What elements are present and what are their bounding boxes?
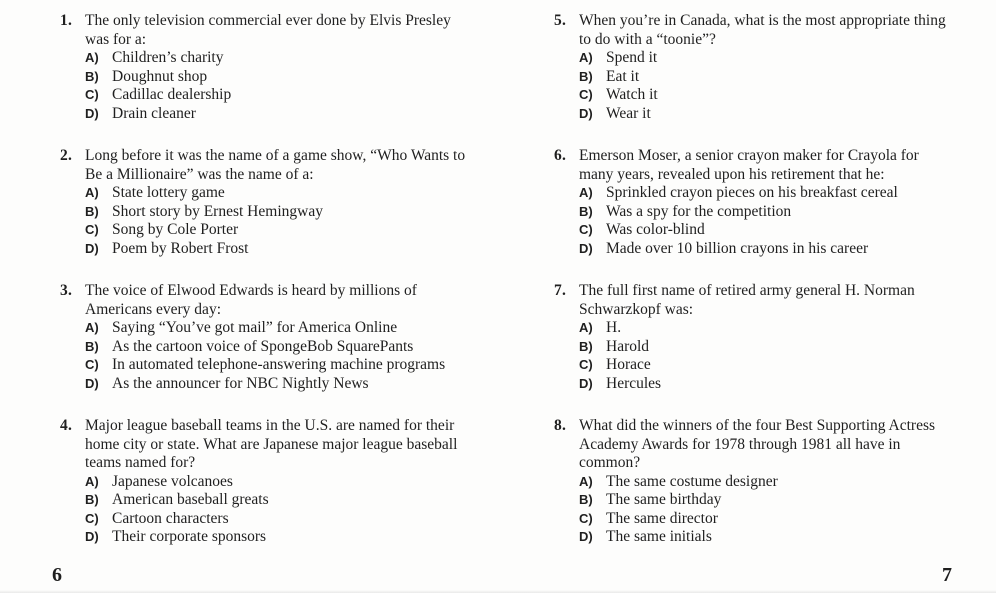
option-text: The same costume designer (606, 472, 778, 490)
option-letter: A) (85, 320, 99, 335)
question-item (554, 282, 956, 393)
option-text: Was a spy for the competition (606, 202, 792, 220)
option-text: Song by Cole Porter (112, 221, 239, 238)
option-letter: B) (579, 338, 593, 354)
option-text: Harold (606, 337, 650, 355)
question-number: 1. (60, 12, 73, 29)
option-item (579, 528, 956, 547)
option-item (579, 68, 956, 87)
option-item (85, 105, 478, 124)
option-text: As the announcer for NBC Nightly News (112, 374, 369, 392)
option-text: Drain cleaner (112, 104, 196, 122)
option-letter: D) (85, 375, 99, 391)
option-item (85, 319, 478, 338)
option-text: Sprinkled crayon pieces on his breakfast cereal (606, 184, 898, 201)
question-body (85, 12, 478, 123)
option-letter: C) (85, 87, 99, 102)
option-text: As the cartoon voice of SpongeBob SquarePants (112, 337, 414, 355)
option-text: Cartoon characters (112, 509, 229, 527)
option-item (85, 356, 478, 375)
option-letter: D) (85, 105, 99, 121)
option-item (579, 221, 956, 240)
option-letter: C) (579, 222, 593, 237)
option-letter: B) (579, 68, 593, 84)
option-item (579, 473, 956, 492)
option-letter: A) (579, 473, 593, 489)
question-item (60, 282, 478, 393)
question-item (60, 147, 478, 258)
option-item (85, 68, 478, 87)
option-letter: C) (579, 510, 593, 526)
option-text: Their corporate sponsors (112, 528, 267, 545)
option-text: Doughnut shop (112, 67, 208, 85)
question-text: Major league baseball teams in the U.S. are named for their home city or state. What are Japanese major league baseball teams named for? (85, 417, 458, 471)
option-item (85, 240, 478, 259)
question-text: The full first name of retired army general H. Norman Schwarzkopf was: (579, 282, 915, 318)
question-item (554, 147, 956, 258)
question-number: 6. (554, 147, 567, 164)
option-item (579, 319, 956, 338)
option-item (579, 240, 956, 259)
option-letter: C) (85, 357, 99, 372)
option-letter: C) (579, 87, 593, 102)
option-item (579, 105, 956, 124)
options-list (85, 319, 478, 393)
question-text: Long before it was the name of a game show, “Who Wants to Be a Millionaire” was the name of a: (85, 147, 466, 183)
option-text: Spend it (606, 49, 658, 66)
option-letter: D) (579, 105, 593, 121)
option-item (85, 528, 478, 547)
option-item (579, 49, 956, 68)
question-text: When you’re in Canada, what is the most appropriate thing to do with a “toonie”? (579, 12, 946, 48)
question-body (579, 417, 956, 547)
option-letter: D) (85, 529, 99, 544)
page-right (498, 0, 996, 593)
option-text: The same birthday (606, 491, 722, 508)
option-text: The same initials (606, 528, 712, 545)
options-list (579, 184, 956, 258)
option-letter: C) (85, 510, 99, 526)
option-text: Hercules (606, 374, 662, 392)
option-item (85, 49, 478, 68)
option-letter: A) (85, 50, 99, 65)
question-item (60, 417, 478, 547)
option-item (579, 338, 956, 357)
question-item (60, 12, 478, 123)
option-text: The same director (606, 509, 718, 527)
question-text: The voice of Elwood Edwards is heard by millions of Americans every day: (85, 282, 417, 318)
option-letter: A) (579, 50, 593, 65)
option-text: Children’s charity (112, 49, 224, 66)
option-letter: C) (579, 357, 593, 372)
question-text: What did the winners of the four Best Supporting Actress Academy Awards for 1978 through 1981 all have in common? (579, 417, 936, 471)
option-letter: D) (579, 240, 593, 256)
option-letter: D) (85, 240, 99, 256)
question-item (554, 12, 956, 123)
question-body (579, 147, 956, 258)
option-item (85, 221, 478, 240)
option-item (579, 203, 956, 222)
option-text: Wear it (606, 104, 651, 122)
option-item (579, 375, 956, 394)
option-letter: A) (579, 185, 593, 200)
option-letter: B) (579, 203, 593, 219)
option-item (85, 510, 478, 529)
option-letter: B) (85, 338, 99, 354)
option-text: Saying “You’ve got mail” for America Online (112, 319, 398, 336)
option-item (85, 375, 478, 394)
options-list (579, 49, 956, 123)
option-item (579, 510, 956, 529)
question-body (85, 417, 478, 547)
option-item (85, 338, 478, 357)
option-letter: A) (579, 320, 593, 335)
question-number: 5. (554, 12, 567, 29)
option-item (579, 184, 956, 203)
question-body (85, 147, 478, 258)
question-list-right (554, 12, 956, 547)
option-item (579, 356, 956, 375)
page-number-right: 7 (942, 564, 952, 586)
question-number: 7. (554, 282, 567, 299)
option-item (85, 203, 478, 222)
option-letter: B) (85, 492, 99, 507)
option-text: Poem by Robert Frost (112, 239, 249, 257)
options-list (85, 184, 478, 258)
option-text: Short story by Ernest Hemingway (112, 202, 323, 220)
option-text: Horace (606, 356, 651, 373)
question-body (579, 12, 956, 123)
option-letter: B) (85, 68, 99, 84)
option-text: American baseball greats (112, 491, 269, 508)
option-letter: B) (579, 492, 593, 507)
question-body (579, 282, 956, 393)
question-number: 4. (60, 417, 73, 434)
question-number: 8. (554, 417, 567, 434)
option-letter: A) (85, 185, 99, 200)
option-text: State lottery game (112, 184, 225, 201)
option-letter: D) (579, 529, 593, 544)
option-text: In automated telephone-answering machine programs (112, 356, 446, 373)
option-text: Was color-blind (606, 221, 705, 238)
page-number-left: 6 (52, 564, 62, 586)
question-body (85, 282, 478, 393)
option-text: Japanese volcanoes (112, 472, 233, 490)
option-text: H. (606, 319, 622, 336)
option-letter: A) (85, 473, 99, 489)
option-item (85, 491, 478, 510)
option-text: Watch it (606, 86, 658, 103)
option-letter: B) (85, 203, 99, 219)
option-item (85, 184, 478, 203)
option-letter: C) (85, 222, 99, 237)
option-text: Eat it (606, 67, 640, 85)
question-number: 2. (60, 147, 73, 164)
option-item (85, 86, 478, 105)
options-list (85, 49, 478, 123)
option-item (85, 473, 478, 492)
question-text: Emerson Moser, a senior crayon maker for Crayola for many years, revealed upon his retirement that he: (579, 147, 919, 183)
options-list (579, 319, 956, 393)
option-text: Cadillac dealership (112, 86, 232, 103)
question-list-left (60, 12, 478, 547)
option-letter: D) (579, 375, 593, 391)
question-item (554, 417, 956, 547)
question-number: 3. (60, 282, 73, 299)
question-text: The only television commercial ever done by Elvis Presley was for a: (85, 12, 451, 48)
options-list (85, 473, 478, 547)
option-text: Made over 10 billion crayons in his career (606, 239, 869, 257)
options-list (579, 473, 956, 547)
option-item (579, 491, 956, 510)
option-item (579, 86, 956, 105)
